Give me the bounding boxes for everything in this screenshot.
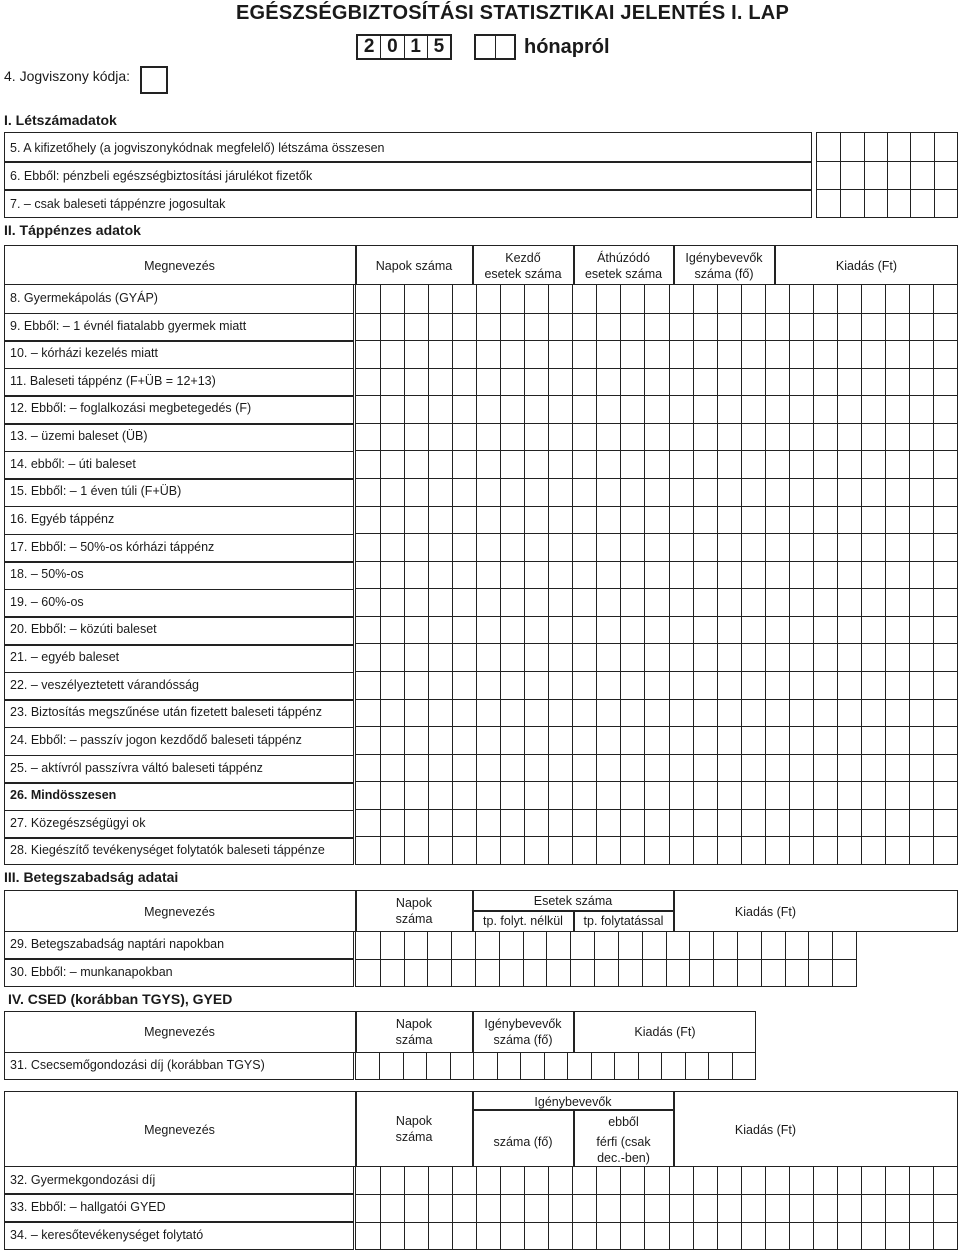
- s5-col-megnevezes: Megnevezés: [144, 1123, 215, 1137]
- col-athuzodo: Áthúzódó esetek száma: [584, 251, 663, 281]
- month-input-box[interactable]: [474, 34, 516, 60]
- section-2-row-label: 12. Ebből: – foglalkozási megbetegedés (F): [10, 401, 252, 416]
- jogviszony-code-box[interactable]: [140, 66, 168, 94]
- section-3-entry-grid[interactable]: [355, 932, 857, 987]
- row-34: 34. – keresőtevékenységet folytató: [10, 1228, 204, 1242]
- year-digit: 0: [381, 36, 404, 58]
- s5-col-kiadas: Kiadás (Ft): [734, 1123, 797, 1137]
- section-2-row-label: 10. – kórházi kezelés miatt: [10, 346, 158, 361]
- year-digit: 1: [405, 36, 428, 58]
- row-33: 33. Ebből: – hallgatói GYED: [10, 1200, 166, 1214]
- month-label: hónapról: [524, 36, 610, 58]
- section-5-entry-grid[interactable]: [355, 1167, 958, 1250]
- section-2-row-label: 22. – veszélyeztetett várandósság: [10, 677, 200, 692]
- section-2-title: II. Táppénzes adatok: [4, 222, 141, 238]
- section-2-row-label: 21. – egyéb baleset: [10, 650, 120, 665]
- s5-col-szama: száma (fő): [493, 1135, 553, 1149]
- section-2-row-label: 26. Mindösszesen: [10, 788, 117, 803]
- col-kezdo: Kezdő esetek száma: [484, 251, 562, 281]
- s3-col-folyt-nelkul: tp. folyt. nélkül: [483, 914, 563, 928]
- s5-col-ferfi: férfi (csak dec.-ben): [596, 1135, 651, 1165]
- row-6: 6. Ebből: pénzbeli egészségbiztosítási járulékot fizetők: [10, 169, 313, 183]
- section-2-row-label: 18. – 50%-os: [10, 567, 84, 582]
- col-igenybevevok: Igénybevevők száma (fő): [685, 251, 763, 281]
- s4-col-napok: Napok száma: [395, 1017, 433, 1047]
- col-megnevezes: Megnevezés: [144, 259, 215, 273]
- report-title: EGÉSZSÉGBIZTOSÍTÁSI STATISZTIKAI JELENTÉS I. LAP: [236, 2, 789, 24]
- jogviszony-label: 4. Jogviszony kódja:: [4, 68, 131, 84]
- section-2-entry-grid[interactable]: [355, 285, 958, 865]
- section-2-row-label: 23. Biztosítás megszűnése után fizetett baleseti táppénz: [10, 705, 322, 720]
- s5-col-igenybevevok: Igénybevevők: [534, 1095, 612, 1109]
- s3-col-folytatassal: tp. folytatással: [583, 914, 664, 928]
- section-4-entry-grid[interactable]: [355, 1053, 756, 1080]
- section-2-row-label: 9. Ebből: – 1 évnél fiatalabb gyermek miatt: [10, 318, 247, 333]
- section-4-title: IV. CSED (korábban TGYS), GYED: [8, 991, 233, 1007]
- s3-col-megnevezes: Megnevezés: [144, 905, 215, 919]
- year-digit: 5: [433, 36, 445, 57]
- s5-col-napok: Napok száma: [395, 1114, 433, 1144]
- row-32: 32. Gyermekgondozási díj: [10, 1173, 156, 1187]
- section-1-title: I. Létszámadatok: [4, 112, 117, 128]
- section-2-row-label: 13. – üzemi baleset (ÜB): [10, 429, 148, 444]
- s4-col-megnevezes: Megnevezés: [144, 1025, 215, 1039]
- section-2-row-label: 19. – 60%-os: [10, 594, 84, 609]
- row-7: 7. – csak baleseti táppénzre jogosultak: [10, 197, 226, 211]
- section-2-row-label: 14. ebből: – úti baleset: [10, 456, 136, 471]
- s3-col-kiadas: Kiadás (Ft): [734, 905, 797, 919]
- row-29: 29. Betegszabadság naptári napokban: [10, 937, 225, 951]
- section-2-row-label: 27. Közegészségügyi ok: [10, 815, 146, 830]
- section-2-row-label: 17. Ebből: – 50%-os kórházi táppénz: [10, 539, 215, 554]
- section-1-entry-grid[interactable]: [816, 132, 958, 218]
- s4-col-igenybevevok: Igénybevevők száma (fő): [484, 1017, 562, 1047]
- year-digit: 2: [358, 36, 381, 58]
- section-2-row-label: 20. Ebből: – közúti baleset: [10, 622, 157, 637]
- section-2-row-label: 15. Ebből: – 1 éven túli (F+ÜB): [10, 484, 182, 499]
- section-2-row-label: 11. Baleseti táppénz (F+ÜB = 12+13): [10, 373, 216, 388]
- s3-col-napok: Napok száma: [395, 896, 433, 926]
- section-3-title: III. Betegszabadság adatai: [4, 869, 179, 885]
- s3-col-esetek: Esetek száma: [533, 894, 613, 908]
- section-2-row-label: 16. Egyéb táppénz: [10, 511, 115, 526]
- row-31: 31. Csecsemőgondozási díj (korábban TGYS): [10, 1058, 265, 1072]
- section-2-row-label: 24. Ebből: – passzív jogon kezdődő baleseti táppénz: [10, 732, 302, 747]
- s4-col-kiadas: Kiadás (Ft): [634, 1025, 696, 1039]
- section-2-row-label: 28. Kiegészítő tevékenységet folytatók baleseti táppénze: [10, 843, 325, 858]
- section-2-row-label: 8. Gyermekápolás (GYÁP): [10, 291, 158, 305]
- row-30: 30. Ebből: – munkanapokban: [10, 965, 173, 979]
- col-napok: Napok száma: [375, 259, 453, 273]
- col-kiadas: Kiadás (Ft): [835, 259, 898, 273]
- row-5: 5. A kifizetőhely (a jogviszonykódnak megfelelő) létszáma összesen: [10, 141, 385, 155]
- section-2-row-label: 25. – aktívról passzívra váltó baleseti táppénz: [10, 760, 263, 775]
- s5-col-ebbol: ebből: [608, 1115, 639, 1129]
- year-box[interactable]: [356, 34, 452, 60]
